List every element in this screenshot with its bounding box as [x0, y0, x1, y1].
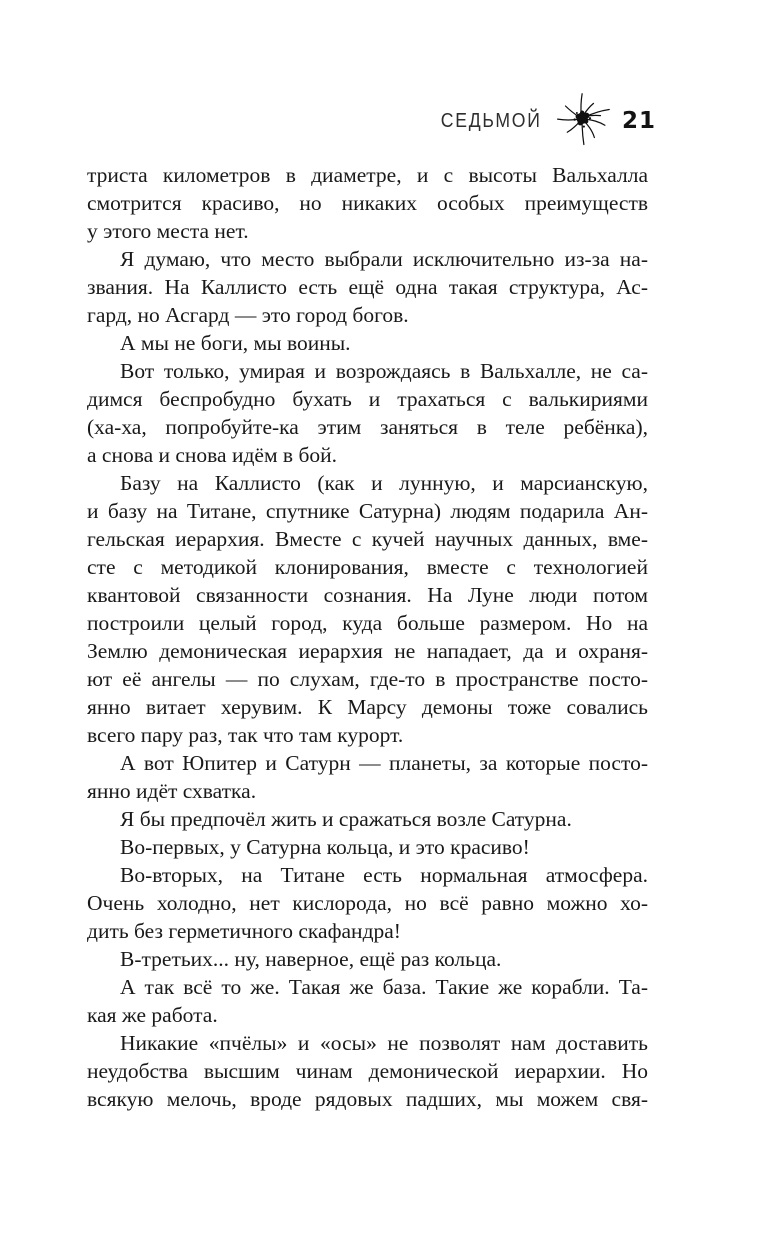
- paragraph: [87, 357, 648, 469]
- paragraph: [87, 1029, 648, 1113]
- text-line: Я думаю, что место выбрали исключительно из-за на-: [120, 247, 648, 271]
- text-line: построили целый город, куда больше размером. Но на: [87, 611, 648, 635]
- text-line: А вот Юпитер и Сатурн — планеты, за которые посто-: [120, 751, 648, 775]
- text-line: Никакие «пчёлы» и «осы» не позволят нам доставить: [120, 1031, 648, 1055]
- text-line: Очень холодно, нет кислорода, но всё равно можно хо-: [87, 891, 648, 915]
- text-line: кая же работа.: [87, 1003, 218, 1027]
- text-line: гард, но Асгард — это город богов.: [87, 303, 409, 327]
- paragraph: [87, 245, 648, 329]
- text-line: В-третьих... ну, наверное, ещё раз кольца.: [120, 947, 502, 971]
- ink-splat-icon: [552, 92, 614, 148]
- text-line: триста километров в диаметре, и с высоты Вальхалла: [87, 163, 648, 187]
- text-line: Я бы предпочёл жить и сражаться возле Сатурна.: [120, 807, 572, 831]
- text-line: у этого места нет.: [87, 219, 249, 243]
- text-line: Вот только, умирая и возрождаясь в Вальхалле, не са-: [120, 359, 648, 383]
- text-line: квантовой связанности сознания. На Луне люди потом: [87, 583, 648, 607]
- text-line: звания. На Каллисто есть ещё одна такая структура, Ас-: [87, 275, 648, 299]
- page-body: [87, 161, 648, 1113]
- text-line: ют её ангелы — по слухам, где-то в пространстве посто-: [87, 667, 648, 691]
- text-line: А мы не боги, мы воины.: [120, 331, 351, 355]
- text-line: сте с методикой клонирования, вместе с технологией: [87, 555, 648, 579]
- text-line: Базу на Каллисто (как и лунную, и марсианскую,: [120, 471, 648, 495]
- text-line: дить без герметичного скафандра!: [87, 919, 401, 943]
- paragraph: [87, 161, 648, 245]
- paragraph: [87, 973, 648, 1029]
- paragraph: [87, 749, 648, 805]
- paragraph: [87, 469, 648, 749]
- text-line: А так всё то же. Такая же база. Такие же корабли. Та-: [120, 975, 648, 999]
- paragraph: [87, 805, 648, 833]
- text-line: и базу на Титане, спутнике Сатурна) людям подарила Ан-: [87, 499, 648, 523]
- text-line: (ха-ха, попробуйте-ка этим заняться в теле ребёнка),: [87, 415, 648, 439]
- running-header: [427, 106, 656, 136]
- text-line: димся беспробудно бухать и трахаться с валькириями: [87, 387, 648, 411]
- text-line: а снова и снова идём в бой.: [87, 443, 338, 467]
- paragraph: [87, 945, 648, 973]
- text-line: всего пару раз, так что там курорт.: [87, 723, 404, 747]
- paragraph: [87, 329, 648, 357]
- text-line: Во-вторых, на Титане есть нормальная атмосфера.: [120, 863, 648, 887]
- paragraph: [87, 861, 648, 945]
- page-number: 21: [621, 108, 656, 134]
- text-line: смотрится красиво, но никаких особых преимуществ: [87, 191, 648, 215]
- text-line: Во-первых, у Сатурна кольца, и это красиво!: [120, 835, 530, 859]
- text-line: Землю демоническая иерархия не нападает, да и охраня-: [87, 639, 648, 663]
- text-line: янно витает херувим. К Марсу демоны тоже совались: [87, 695, 648, 719]
- text-line: неудобства высшим чинам демонической иерархии. Но: [87, 1059, 648, 1083]
- text-line: всякую мелочь, вроде рядовых падших, мы можем свя-: [87, 1087, 648, 1111]
- running-title: СЕДЬМОЙ: [441, 109, 542, 132]
- text-line: янно идёт схватка.: [87, 779, 257, 803]
- text-line: гельская иерархия. Вместе с кучей научных данных, вме-: [87, 527, 648, 551]
- paragraph: [87, 833, 648, 861]
